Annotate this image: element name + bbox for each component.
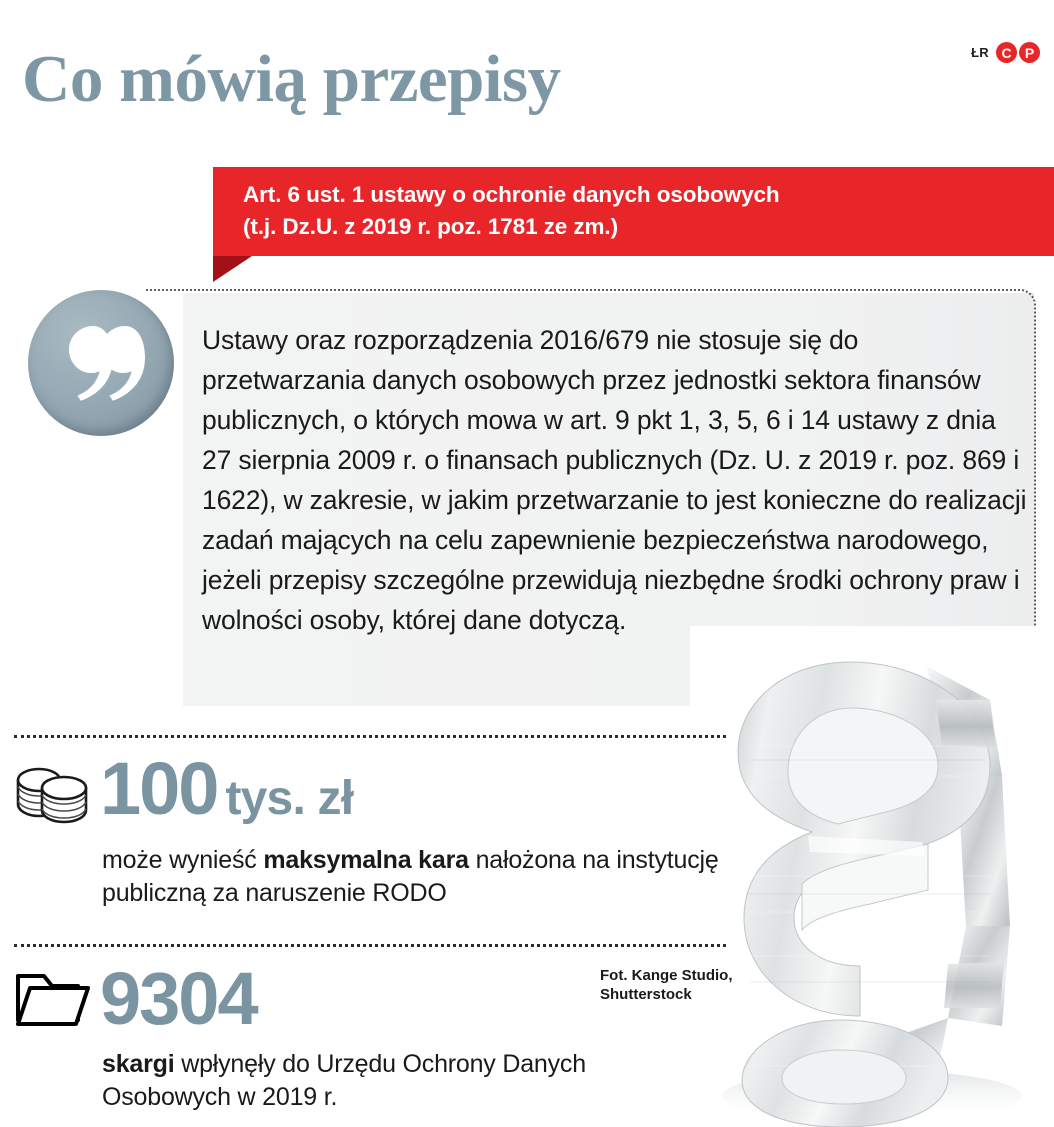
stat-number-penalty: 100 [100,747,218,830]
quotation-mark-icon [28,290,174,436]
author-initials: ŁR [971,45,989,60]
complaints-desc-part2: wpłynęły do Urzędu Ochrony Danych Osobowych w 2019 r. [102,1050,586,1111]
stat-unit-penalty: tys. zł [225,772,354,825]
divider-line-2 [14,944,726,947]
ribbon-fold-decoration [213,256,252,282]
page-title: Co mówią przepisy [22,42,561,116]
law-reference-line2: (t.j. Dz.U. z 2019 r. poz. 1781 ze zm.) [243,213,618,239]
photo-credit-line1: Fot. Kange Studio, [600,967,733,984]
publisher-logo [971,42,1040,63]
stat-description-complaints [102,1048,662,1114]
divider-line-1 [14,735,726,738]
complaints-desc-bold: skargi [102,1050,175,1078]
stat-description-penalty [102,844,742,910]
photo-credit-line2: Shutterstock [600,986,692,1003]
paragraph-symbol-photo [690,626,1054,1127]
law-reference-banner [213,167,1054,256]
penalty-desc-bold: maksymalna kara [263,846,469,874]
photo-credit [600,966,733,1004]
copyright-p-icon: P [1019,42,1040,63]
quote-text: Ustawy oraz rozporządzenia 2016/679 nie stosuje się do przetwarzania danych osobowych przez jednostki sektora finansów publicznych, o których mowa w art. 9 pkt 1, 3, 5, 6 i 14 ustawy z dnia 27 sierpnia 2009 r. o finansach publicznych (Dz. U. z 2019 r. poz. 869 i 1622), w zakresie, w jakim przetwarzanie to jest konieczne do realizacji zadań mających na celu zapewnienie bezpieczeństwa narodowego, jeżeli przepisy szczególne przewidują niezbędne środki ochrony praw i wolności osoby, której dane dotyczą. [202,325,1027,635]
copyright-badges [996,42,1040,63]
penalty-desc-part2: nałożona na instytucję publiczną za naruszenie RODO [102,846,719,907]
law-reference-line1: Art. 6 ust. 1 ustawy o ochronie danych osobowych [243,182,780,207]
copyright-c-icon: C [996,42,1017,63]
penalty-desc-part1: może wynieść [102,846,264,874]
coins-stack-icon [14,764,90,831]
law-reference-text [243,179,1038,243]
stat-number-complaints: 9304 [100,957,257,1040]
stat-figure-penalty [100,747,354,830]
stat-figure-complaints [100,957,257,1040]
folder-icon [14,970,92,1035]
